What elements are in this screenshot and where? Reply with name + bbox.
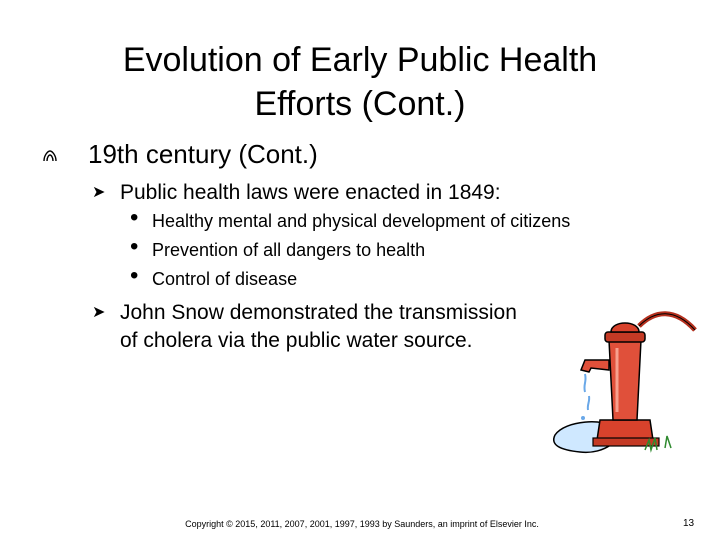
slide-title (60, 38, 660, 126)
water-pump-clipart (545, 300, 705, 480)
bullet-level2-laws-text: Public health laws were enacted in 1849: (120, 181, 501, 204)
dot-bullet-icon: • (130, 204, 139, 231)
bullet-level3-item-text: Prevention of all dangers to health (152, 240, 426, 260)
slide-title-line-1: Evolution of Early Public Health (122, 41, 598, 79)
bullet-level2-snow-text-line1: John Snow demonstrated the transmission (120, 301, 517, 324)
bullet-level3-item-text: Control of disease (152, 269, 298, 289)
arrow-bullet-icon: ➤ (92, 304, 106, 321)
arrow-bullet-icon: ➤ (92, 184, 106, 201)
bullet-level2-snow-text-line2: of cholera via the public water source. (120, 329, 473, 352)
bullet-level1-text: 19th century (Cont.) (88, 139, 318, 169)
page-number: 13 (683, 518, 695, 529)
dot-bullet-icon: • (130, 262, 139, 289)
bullet-level3-item-text: Healthy mental and physical development of citizens (152, 211, 571, 231)
dot-bullet-icon: • (130, 233, 139, 260)
slide-title-line-2: Efforts (Cont.) (254, 85, 466, 123)
fancy-bullet-icon (42, 142, 58, 174)
copyright-footer: Copyright © 2015, 2011, 2007, 2001, 1997, 1993 by Saunders, an imprint of Elsevier Inc. (185, 519, 539, 529)
